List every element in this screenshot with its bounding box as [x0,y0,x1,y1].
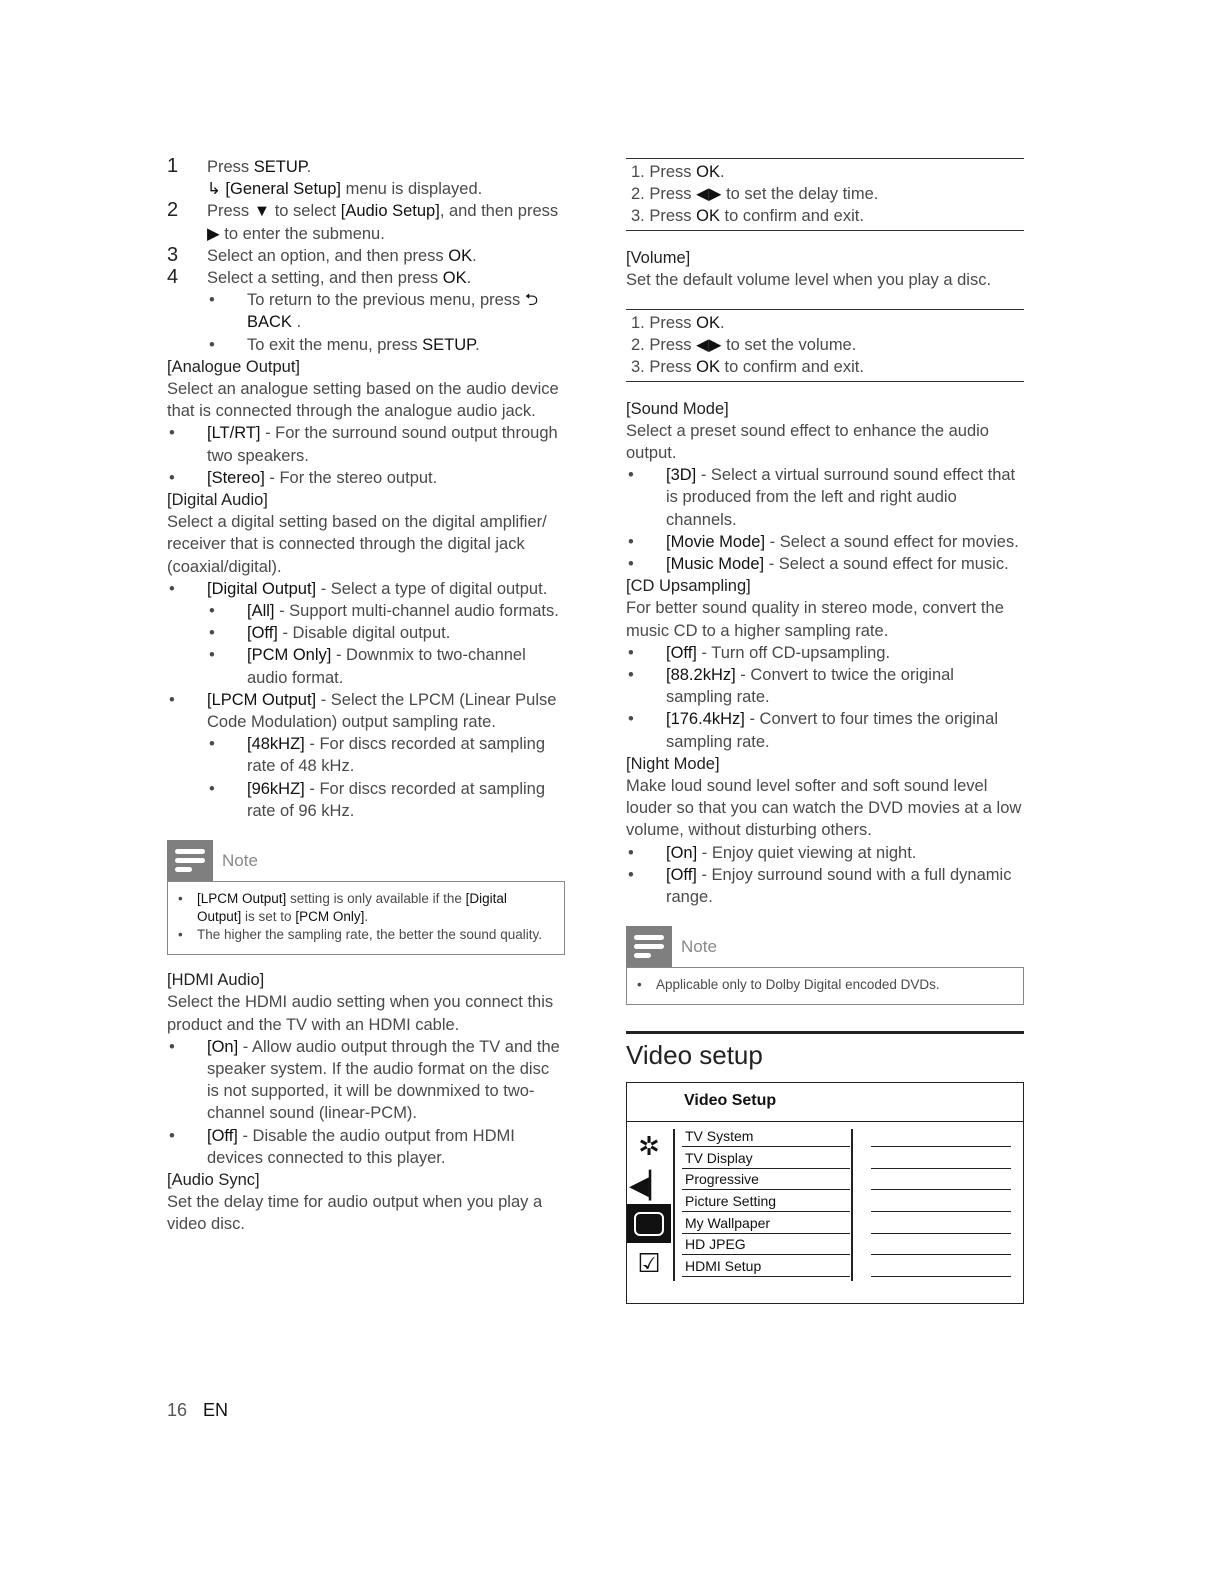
paragraph [626,420,1024,464]
paragraph [167,1191,565,1235]
text-run: ⮌ BACK [247,291,539,332]
text-run: - Select a type of digital output. [316,579,548,598]
text-run: . [719,163,725,181]
note-header [626,926,1024,967]
bullet-item [167,778,565,822]
text-run: The higher the sampling rate, the better the sound quality. [197,927,542,943]
paragraph [207,178,565,200]
text-run: to select [270,202,341,221]
note-body [626,967,1024,1005]
text-run: [88.2kHz] [666,666,736,685]
text-run: to confirm and exit. [719,207,864,226]
right-column [626,158,1024,1304]
bullet-item [167,689,565,733]
bullet: • [628,843,634,862]
text-run: [Sound Mode] [626,399,729,418]
text-run: ↳ [207,180,226,199]
text-run: ▶ [207,224,220,243]
text-run: Set the delay time for audio output when you play a video disc. [167,1193,543,1234]
menu-value-slot [871,1191,1011,1212]
bullet: • [209,291,215,310]
note-item [178,890,552,926]
text-run: [PCM Only] [295,909,365,925]
text-run: [Digital Audio] [167,491,268,510]
text-run: - For the surround sound output through two speakers. [207,424,558,465]
text-run: OK [448,246,473,265]
step-item [167,156,565,200]
menu-item[interactable]: Picture Setting [682,1191,850,1212]
instruction-step [631,312,1019,334]
bullet: • [209,335,215,354]
bullet-item [167,644,565,688]
step-item [167,200,565,244]
bullet-item [626,531,1024,553]
bullet: • [628,466,634,485]
bullet-item [167,1036,565,1125]
setting-heading [626,247,1024,269]
menu-item[interactable]: HD JPEG [682,1234,850,1255]
text-run: [General Setup] [225,180,341,199]
note-label: Note [681,937,717,957]
text-run: [Off] [207,1126,238,1145]
text-run: [Digital Output] [207,579,317,598]
text-run: [Digital Output] [197,891,507,925]
text-run: [LT/RT] [207,424,261,443]
paragraph [167,511,565,578]
step-number: 1 [167,155,179,177]
bullet-item [167,1125,565,1169]
menu-item[interactable]: TV System [682,1126,850,1147]
text-run: to confirm and exit. [719,358,864,377]
note-icon [167,840,213,881]
text-run: [3D] [666,466,697,485]
step-text [207,267,565,289]
bullet-item [626,664,1024,708]
screen-icon[interactable] [627,1204,671,1243]
text-run: [Music Mode] [666,555,765,574]
text-run: - Select a virtual surround sound effect that is produced from the left and right audio channels. [666,466,1016,529]
text-run: [LPCM Output] [207,690,317,709]
bullet: • [169,1037,175,1056]
text-run: ◀▶ [696,336,722,355]
step-item [167,245,565,267]
instruction-step [631,183,1019,205]
note-body [167,881,565,955]
paragraph [167,991,565,1035]
bullet: • [209,602,215,621]
text-run: to enter the submenu. [219,224,385,243]
setting-heading [626,575,1024,597]
bullet: • [628,532,634,551]
note-header [167,840,565,881]
gear-icon[interactable]: ✲ [638,1130,660,1161]
bullet-item [626,708,1024,752]
bullet-item [167,733,565,777]
text-run: is set to [241,909,296,925]
setting-heading [626,753,1024,775]
paragraph [167,378,565,422]
text-run: - Turn off CD-upsampling. [696,643,891,662]
text-run: [176.4kHz] [666,710,745,729]
menu-title: Video Setup [627,1083,1023,1122]
bullet: • [209,735,215,754]
setting-heading [167,489,565,511]
text-run: Select an analogue setting based on the audio device that is connected through the analogue audio jack. [167,380,559,421]
bullet: • [178,927,183,943]
speaker-icon[interactable]: ◀▏ [629,1169,669,1200]
menu-value-slot [871,1148,1011,1169]
text-run: SETUP [422,335,476,354]
bullet: • [169,579,175,598]
text-run: [All] [247,602,275,621]
bullet-item [626,864,1024,908]
text-run: setting is only available if the [286,891,466,907]
paragraph [626,269,1024,291]
bullet-item [167,422,565,466]
text-run: - For the stereo output. [264,468,438,487]
text-run: [HDMI Audio] [167,971,265,990]
text-run: , and then press [439,202,559,221]
menu-value-slot [871,1126,1011,1147]
text-run: [96kHZ] [247,779,305,798]
text-run: To exit the menu, press [247,335,423,354]
language-code: EN [203,1400,229,1420]
text-run: - Select a sound effect for music. [764,555,1009,574]
text-run: Set the default volume level when you play a disc. [626,270,992,289]
text-run: . [306,158,312,176]
text-run: - Enjoy quiet viewing at night. [697,843,917,862]
text-run: - Select the LPCM (Linear Pulse Code Modulation) output sampling rate. [207,690,557,732]
text-run: OK [696,207,720,226]
text-run: - Allow audio output through the TV and the speaker system. If the audio format on the disc is not supported, it will be downmixed to two-channel sound (linear-PCM). [207,1037,560,1123]
text-run: [On] [207,1037,239,1056]
bullet: • [169,1126,175,1145]
instruction-step [631,334,1019,356]
text-run: menu is displayed. [341,180,483,199]
text-run: Select a setting, and then press [207,269,443,288]
text-run: . [364,909,369,925]
text-run: [Audio Setup] [340,202,440,221]
menu-value-slot [871,1234,1011,1255]
text-run: OK [696,314,720,333]
text-run: [LPCM Output] [197,891,287,907]
step-text [207,156,565,178]
step-item [167,267,565,356]
text-run: Select a digital setting based on the digital amplifier/ receiver that is connected through the digital jack (coaxial/digital). [167,513,547,576]
text-run: - Disable the audio output from HDMI devices connected to this player. [207,1126,515,1167]
text-run: [Volume] [626,248,691,267]
page-footer [167,1400,228,1421]
bullet: • [178,891,183,907]
text-run: [PCM Only] [247,646,332,665]
bullet-item [167,600,565,622]
note-box [626,926,1024,1005]
note-box [167,840,565,955]
text-run: OK [442,269,467,288]
text-run: [Audio Sync] [167,1170,260,1189]
step-text [207,200,565,244]
text-run: 2. Press [631,336,697,355]
text-run: [Analogue Output] [167,357,301,376]
menu-item[interactable]: Progressive [682,1169,850,1190]
bullet-item [626,464,1024,531]
text-run: - Support multi-channel audio formats. [274,602,559,621]
paragraph [626,775,1024,842]
text-run: . [719,314,725,333]
text-run: 1. Press [631,314,697,333]
bullet: • [637,977,642,993]
bullet-item [207,334,565,356]
text-run: . [475,335,480,354]
text-run: - Convert to twice the original sampling rate. [666,666,954,707]
text-run: ▼ [253,202,271,221]
spacer [626,291,1024,309]
setting-heading [167,356,565,378]
menu-item[interactable]: HDMI Setup [682,1256,850,1277]
bullet: • [209,646,215,665]
bullet-item [167,467,565,489]
step-number: 3 [167,243,179,266]
note-item [178,926,552,944]
text-run: - Downmix to two-channel audio format. [247,646,526,687]
text-run: - For discs recorded at sampling rate of 96 kHz. [247,779,546,820]
instruction-step [631,161,1019,183]
text-run: - Disable digital output. [277,624,451,643]
menu-value-slot [871,1256,1011,1277]
text-run: To return to the previous menu, press [247,291,525,310]
text-run: . [291,313,302,332]
bullet: • [169,468,175,487]
bullet: • [628,666,634,685]
text-run: [On] [666,843,698,862]
checkbox-icon[interactable]: ☑ [637,1247,661,1278]
bullet: • [209,624,215,643]
step-number: 4 [167,266,179,289]
text-run: 2. Press [631,185,697,204]
text-run: Applicable only to Dolby Digital encoded DVDs. [656,977,940,993]
text-run: Select a preset sound effect to enhance the audio output. [626,421,989,463]
note-item [637,976,1011,994]
instruction-steps [626,309,1024,382]
divider [851,1129,853,1281]
text-run: 3. Press [631,358,697,377]
setting-heading [626,398,1024,420]
instruction-step [631,205,1019,227]
setting-heading [167,969,565,991]
menu-item[interactable]: TV Display [682,1148,850,1169]
text-run: 1. Press [631,163,697,181]
text-run: to set the volume. [721,336,857,355]
bullet-item [167,622,565,644]
text-run: Select an option, and then press [207,246,449,265]
text-run: ◀▶ [696,185,722,204]
paragraph [626,597,1024,641]
text-run: Make loud sound level softer and soft sound level louder so that you can watch the DVD movies at a low volume, without disturbing others. [626,777,1022,840]
divider [673,1129,675,1281]
bullet-item [167,578,565,600]
bullet: • [628,643,634,662]
instruction-step [631,356,1019,378]
bullet-item [207,289,565,333]
text-run: - Select a sound effect for movies. [765,532,1019,551]
text-run: [Night Mode] [626,754,720,773]
text-run: - Convert to four times the original sampling rate. [666,710,998,751]
left-column [167,156,565,1236]
text-run: [Off] [247,624,278,643]
text-run: OK [696,163,720,181]
bullet-item [626,553,1024,575]
step-number: 2 [167,199,179,222]
bullet: • [209,779,215,798]
text-run: For better sound quality in stereo mode, convert the music CD to a higher sampling rate. [626,599,1004,640]
menu-value-slot [871,1169,1011,1190]
text-run: [Stereo] [207,468,265,487]
section-title: Video setup [626,1031,1024,1072]
text-run: [Off] [666,643,697,662]
menu-value-slot [871,1213,1011,1234]
note-icon [626,926,672,967]
video-setup-menu [626,1082,1024,1304]
bullet: • [169,690,175,709]
text-run: OK [696,358,720,377]
step-text [207,245,565,267]
text-run: - For discs recorded at sampling rate of 48 kHz. [247,735,546,776]
bullet: • [628,555,634,574]
text-run: 3. Press [631,207,697,226]
text-run: SETUP [253,158,307,176]
text-run: Select the HDMI audio setting when you connect this product and the TV with an HDMI cable. [167,993,554,1034]
step-substeps [207,289,565,356]
instruction-steps [626,158,1024,231]
text-run: Press [207,158,254,176]
text-run: [CD Upsampling] [626,577,751,596]
bullet: • [169,424,175,443]
step-substeps [207,178,565,200]
menu-item[interactable]: My Wallpaper [682,1213,850,1234]
text-run: to set the delay time. [721,185,879,204]
note-label: Note [222,850,258,870]
bullet: • [628,865,634,884]
text-run: [48kHZ] [247,735,305,754]
bullet-item [626,842,1024,864]
text-run: . [466,269,472,288]
text-run: Press [207,202,254,221]
bullet-item [626,642,1024,664]
text-run: [Off] [666,865,697,884]
text-run: [Movie Mode] [666,532,766,551]
setting-heading [167,1169,565,1191]
text-run: - Enjoy surround sound with a full dynamic range. [666,865,1012,907]
page-number: 16 [167,1400,188,1420]
bullet: • [628,710,634,729]
text-run: . [472,246,477,265]
